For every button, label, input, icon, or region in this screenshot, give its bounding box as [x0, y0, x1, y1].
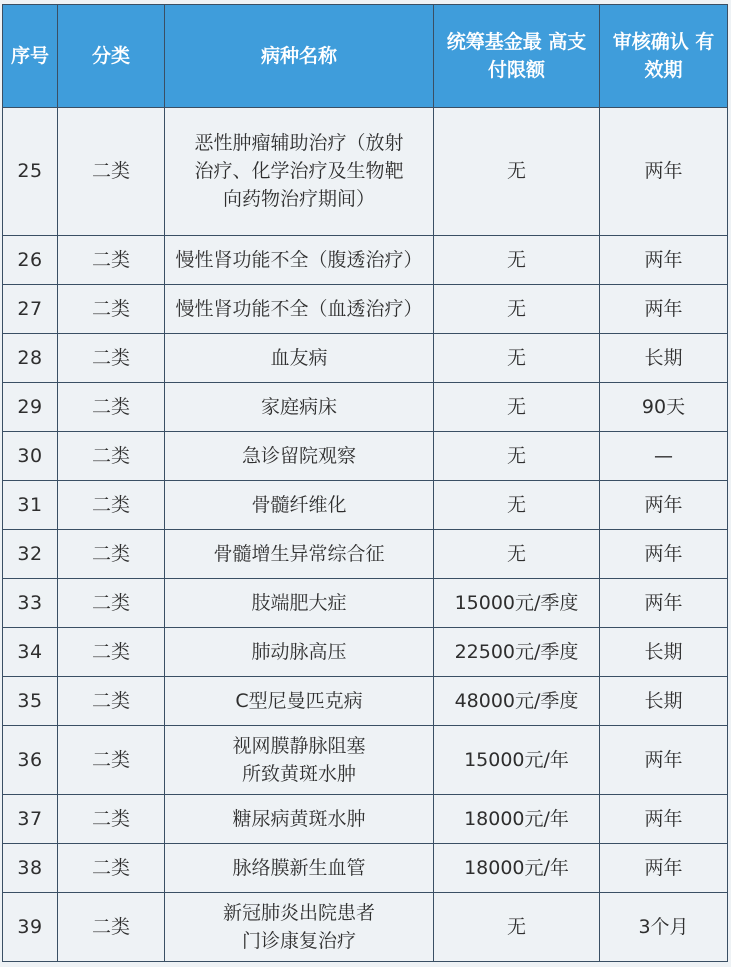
- cell-max-payment: 无: [434, 333, 600, 382]
- cell-validity: 长期: [600, 333, 728, 382]
- cell-category: 二类: [58, 284, 165, 333]
- cell-category: 二类: [58, 844, 165, 893]
- cell-category: 二类: [58, 677, 165, 726]
- cell-validity: 两年: [600, 726, 728, 795]
- cell-disease-name: 骨髓纤维化: [165, 480, 434, 529]
- cell-index: 36: [3, 726, 58, 795]
- cell-disease-name: 慢性肾功能不全（血透治疗）: [165, 284, 434, 333]
- cell-disease-name: 肢端肥大症: [165, 579, 434, 628]
- cell-category: 二类: [58, 480, 165, 529]
- cell-index: 33: [3, 579, 58, 628]
- cell-category: 二类: [58, 893, 165, 962]
- table-header-row: [3, 5, 728, 108]
- table-row: [3, 284, 728, 333]
- table-row: [3, 431, 728, 480]
- cell-disease-name: 新冠肺炎出院患者 门诊康复治疗: [165, 893, 434, 962]
- cell-disease-name: 糖尿病黄斑水肿: [165, 795, 434, 844]
- cell-max-payment: 18000元/年: [434, 795, 600, 844]
- table-row: [3, 530, 728, 579]
- cell-max-payment: 15000元/年: [434, 726, 600, 795]
- cell-category: 二类: [58, 108, 165, 236]
- header-validity: 审核确认 有效期: [600, 5, 728, 108]
- table-row: [3, 235, 728, 284]
- cell-category: 二类: [58, 333, 165, 382]
- table-row: [3, 795, 728, 844]
- cell-disease-name: 急诊留院观察: [165, 431, 434, 480]
- cell-category: 二类: [58, 382, 165, 431]
- table-row: [3, 333, 728, 382]
- cell-validity: 两年: [600, 108, 728, 236]
- cell-index: 35: [3, 677, 58, 726]
- cell-max-payment: 无: [434, 235, 600, 284]
- cell-category: 二类: [58, 235, 165, 284]
- header-index: 序号: [3, 5, 58, 108]
- cell-index: 30: [3, 431, 58, 480]
- header-max-payment: 统筹基金最 高支付限额: [434, 5, 600, 108]
- cell-validity: 两年: [600, 284, 728, 333]
- cell-disease-name: 慢性肾功能不全（腹透治疗）: [165, 235, 434, 284]
- cell-disease-name: 视网膜静脉阻塞 所致黄斑水肿: [165, 726, 434, 795]
- cell-max-payment: 15000元/季度: [434, 579, 600, 628]
- table-row: [3, 726, 728, 795]
- cell-category: 二类: [58, 579, 165, 628]
- cell-index: 29: [3, 382, 58, 431]
- cell-disease-name: 脉络膜新生血管: [165, 844, 434, 893]
- cell-validity: 两年: [600, 235, 728, 284]
- table-row: [3, 108, 728, 236]
- cell-index: 26: [3, 235, 58, 284]
- table-row: [3, 480, 728, 529]
- cell-index: 34: [3, 628, 58, 677]
- cell-index: 39: [3, 893, 58, 962]
- cell-validity: 3个月: [600, 893, 728, 962]
- header-category: 分类: [58, 5, 165, 108]
- cell-max-payment: 无: [434, 480, 600, 529]
- table-row: [3, 579, 728, 628]
- disease-table: [2, 4, 728, 962]
- cell-validity: 长期: [600, 628, 728, 677]
- cell-validity: 长期: [600, 677, 728, 726]
- cell-disease-name: 骨髓增生异常综合征: [165, 530, 434, 579]
- cell-max-payment: 无: [434, 108, 600, 236]
- table-row: [3, 628, 728, 677]
- table-row: [3, 893, 728, 962]
- cell-category: 二类: [58, 628, 165, 677]
- cell-disease-name: 恶性肿瘤辅助治疗（放射 治疗、化学治疗及生物靶 向药物治疗期间）: [165, 108, 434, 236]
- cell-category: 二类: [58, 726, 165, 795]
- cell-max-payment: 48000元/季度: [434, 677, 600, 726]
- cell-max-payment: 18000元/年: [434, 844, 600, 893]
- cell-validity: 两年: [600, 530, 728, 579]
- cell-validity: 90天: [600, 382, 728, 431]
- cell-max-payment: 22500元/季度: [434, 628, 600, 677]
- table-row: [3, 677, 728, 726]
- header-disease-name: 病种名称: [165, 5, 434, 108]
- table-frame: [2, 4, 727, 962]
- cell-max-payment: 无: [434, 893, 600, 962]
- cell-category: 二类: [58, 530, 165, 579]
- cell-max-payment: 无: [434, 431, 600, 480]
- cell-validity: 两年: [600, 795, 728, 844]
- cell-max-payment: 无: [434, 382, 600, 431]
- cell-category: 二类: [58, 795, 165, 844]
- cell-index: 37: [3, 795, 58, 844]
- cell-category: 二类: [58, 431, 165, 480]
- table-row: [3, 844, 728, 893]
- cell-index: 38: [3, 844, 58, 893]
- cell-index: 31: [3, 480, 58, 529]
- cell-disease-name: C型尼曼匹克病: [165, 677, 434, 726]
- cell-validity: 两年: [600, 844, 728, 893]
- cell-disease-name: 肺动脉高压: [165, 628, 434, 677]
- cell-index: 27: [3, 284, 58, 333]
- cell-validity: 两年: [600, 480, 728, 529]
- cell-disease-name: 家庭病床: [165, 382, 434, 431]
- cell-max-payment: 无: [434, 530, 600, 579]
- cell-disease-name: 血友病: [165, 333, 434, 382]
- cell-index: 32: [3, 530, 58, 579]
- table-row: [3, 382, 728, 431]
- cell-validity: 两年: [600, 579, 728, 628]
- cell-validity: —: [600, 431, 728, 480]
- cell-max-payment: 无: [434, 284, 600, 333]
- cell-index: 25: [3, 108, 58, 236]
- cell-index: 28: [3, 333, 58, 382]
